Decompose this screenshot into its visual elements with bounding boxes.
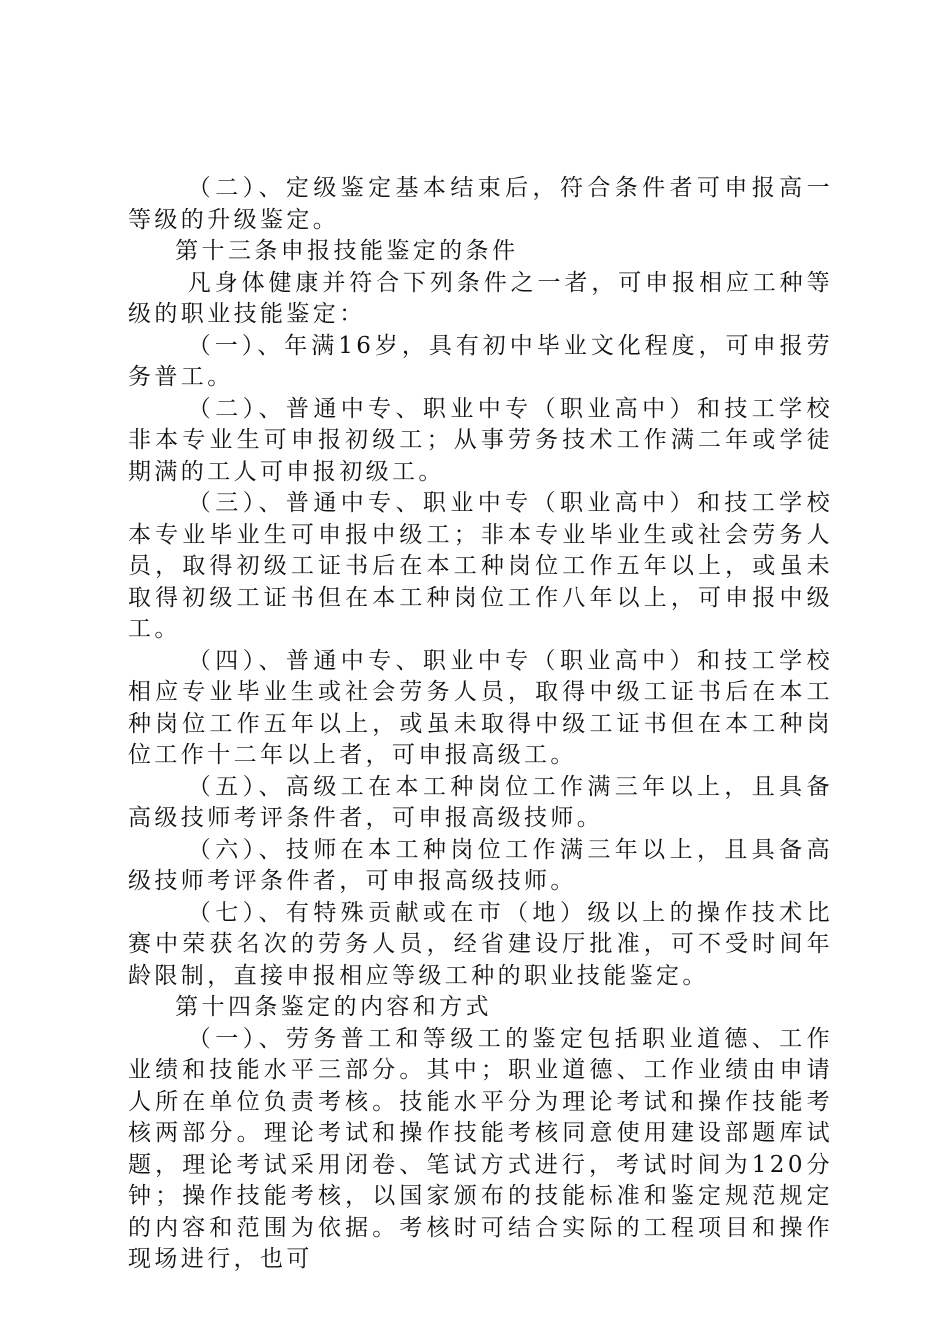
article-13-item-5: （五）、高级工在本工种岗位工作满三年以上，且具备高级技师考评条件者，可申报高级技师。 [128,773,833,831]
article-13-item-3: （三）、普通中专、职业中专（职业高中）和技工学校本专业毕业生可申报中级工；非本专业毕业生或社会劳务人员，取得初级工证书后在本工种岗位工作五年以上，或虽未取得初级工证书但在本工种岗位工作八年以上，可申报中级工。 [128,490,833,642]
article-13-item-6: （六）、技师在本工种岗位工作满三年以上，且具备高级技师考评条件者，可申报高级技师。 [128,836,833,894]
article-13-intro: 凡身体健康并符合下列条件之一者，可申报相应工种等级的职业技能鉴定： [128,269,833,327]
article-13-heading: 第十三条申报技能鉴定的条件 [175,238,519,264]
paragraph-2-upgrade: （二）、定级鉴定基本结束后，符合条件者可申报高一等级的升级鉴定。 [128,175,833,233]
article-13-item-1: （一）、年满16岁，具有初中毕业文化程度，可申报劳务普工。 [128,332,833,390]
article-13-item-2: （二）、普通中专、职业中专（职业高中）和技工学校非本专业生可申报初级工；从事劳务技术工作满二年或学徒期满的工人可申报初级工。 [128,395,833,485]
article-14-item-1: （一）、劳务普工和等级工的鉴定包括职业道德、工作业绩和技能水平三部分。其中；职业道德、工作业绩由申请人所在单位负责考核。技能水平分为理论考试和操作技能考核两部分。理论考试和操作技能考核同意使用建设部题库试题，理论考试采用闭卷、笔试方式进行，考试时间为120分钟；操作技能考核，以国家颁布的技能标准和鉴定规范规定的内容和范围为依据。考核时可结合实际的工程项目和操作现场进行，也可 [128,1025,833,1272]
document-body [128,173,833,1276]
article-13-item-7: （七）、有特殊贡献或在市（地）级以上的操作技术比赛中荣获名次的劳务人员，经省建设厅批准，可不受时间年龄限制，直接申报相应等级工种的职业技能鉴定。 [128,899,833,989]
article-14-heading: 第十四条鉴定的内容和方式 [175,994,492,1020]
article-13-item-4: （四）、普通中专、职业中专（职业高中）和技工学校相应专业毕业生或社会劳务人员，取得中级工证书后在本工种岗位工作五年以上，或虽未取得中级工证书但在本工种岗位工作十二年以上者，可申报高级工。 [128,647,833,768]
